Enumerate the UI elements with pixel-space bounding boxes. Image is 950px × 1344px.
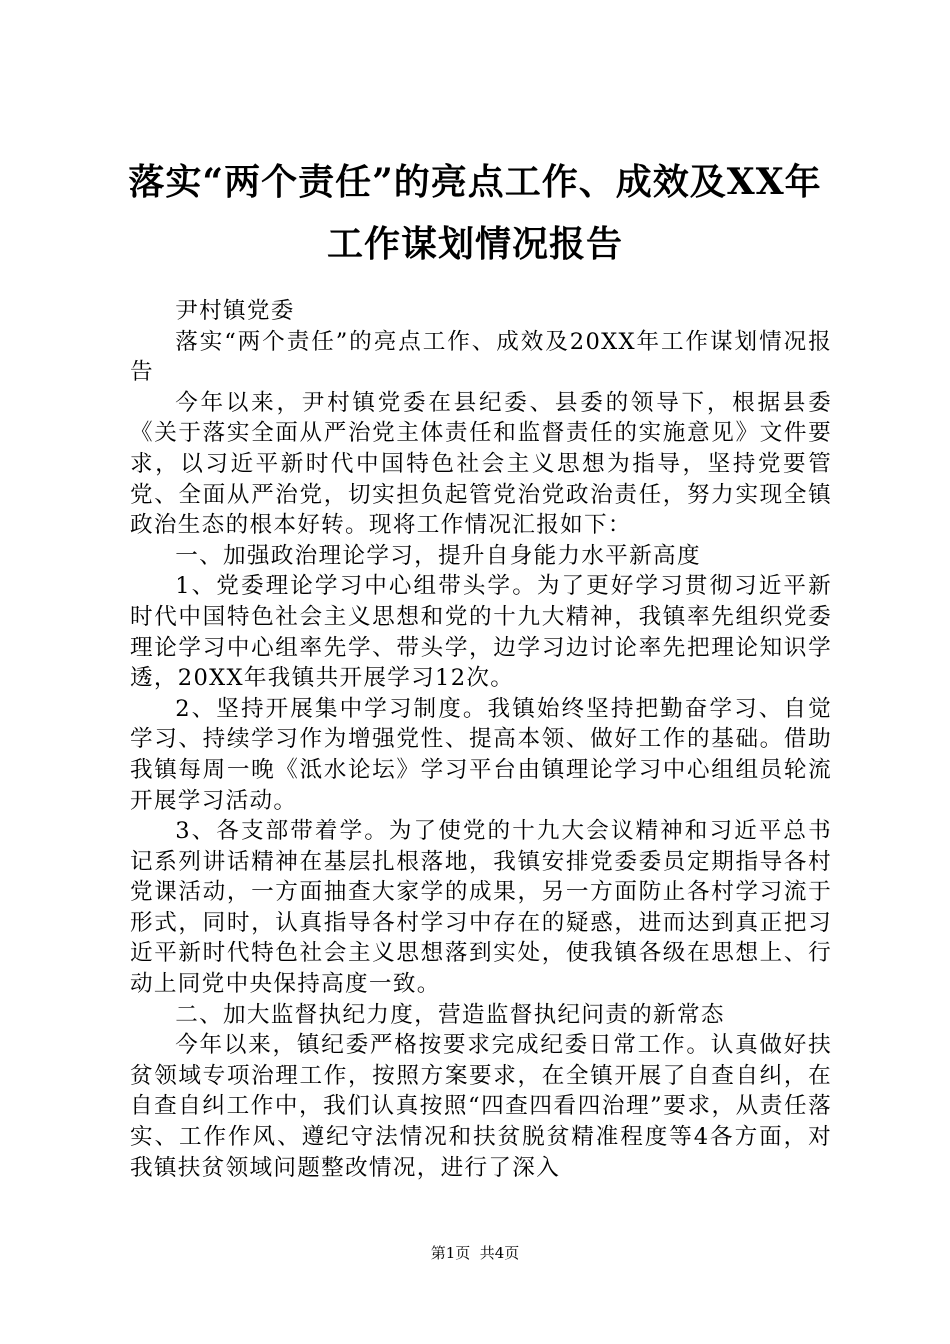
intro-paragraph: 今年以来，尹村镇党委在县纪委、县委的领导下，根据县委《关于落实全面从严治党主体责任和监督责任的实施意见》文件要求，以习近平新时代中国特色社会主义思想为指导，坚持党要管党、全面从严治党，切实担负起管党治党政治责任，努力实现全镇政治生态的根本好转。现将工作情况汇报如下： [130, 389, 832, 539]
author-line: 尹村镇党委 [175, 298, 295, 324]
subtitle-paragraph: 落实“两个责任”的亮点工作、成效及20XX年工作谋划情况报告 [130, 328, 832, 386]
document-title-line-2: 工作谋划情况报告 [326, 223, 623, 265]
section-heading-1: 一、加强政治理论学习，提升自身能力水平新高度 [175, 542, 701, 569]
section-heading-2: 二、加大监督执纪力度，营造监督执纪问责的新常态 [175, 1001, 725, 1028]
page-footer: 第1页 共4页 [430, 1244, 520, 1262]
body-paragraph: 2、坚持开展集中学习制度。我镇始终坚持把勤奋学习、自觉学习、持续学习作为增强党性、提高本领、做好工作的基础。借助我镇每周一晚《泜水论坛》学习平台由镇理论学习中心组组员轮流开展学习活动。 [130, 695, 832, 814]
document-title-line-1: 落实“两个责任”的亮点工作、成效及XX年 [128, 161, 822, 203]
body-paragraph: 1、党委理论学习中心组带头学。为了更好学习贯彻习近平新时代中国特色社会主义思想和党的十九大精神，我镇率先组织党委理论学习中心组率先学、带头学，边学习边讨论率先把理论知识学透，20XX年我镇共开展学习12次。 [130, 573, 832, 692]
document-body [130, 296, 832, 1183]
body-paragraph: 今年以来，镇纪委严格按要求完成纪委日常工作。认真做好扶贫领域专项治理工作，按照方案要求，在全镇开展了自查自纠，在自查自纠工作中，我们认真按照“四查四看四治理”要求，从责任落实、工作作风、遵纪守法情况和扶贫脱贫精准程度等4各方面，对我镇扶贫领域问题整改情况，进行了深入 [130, 1032, 832, 1181]
body-paragraph: 3、各支部带着学。为了使党的十九大会议精神和习近平总书记系列讲话精神在基层扎根落地，我镇安排党委委员定期指导各村党课活动，一方面抽查大家学的成果，另一方面防止各村学习流于形式，同时，认真指导各村学习中存在的疑惑，进而达到真正把习近平新时代特色社会主义思想落到实处，使我镇各级在思想上、行动上同党中央保持高度一致。 [130, 818, 832, 998]
